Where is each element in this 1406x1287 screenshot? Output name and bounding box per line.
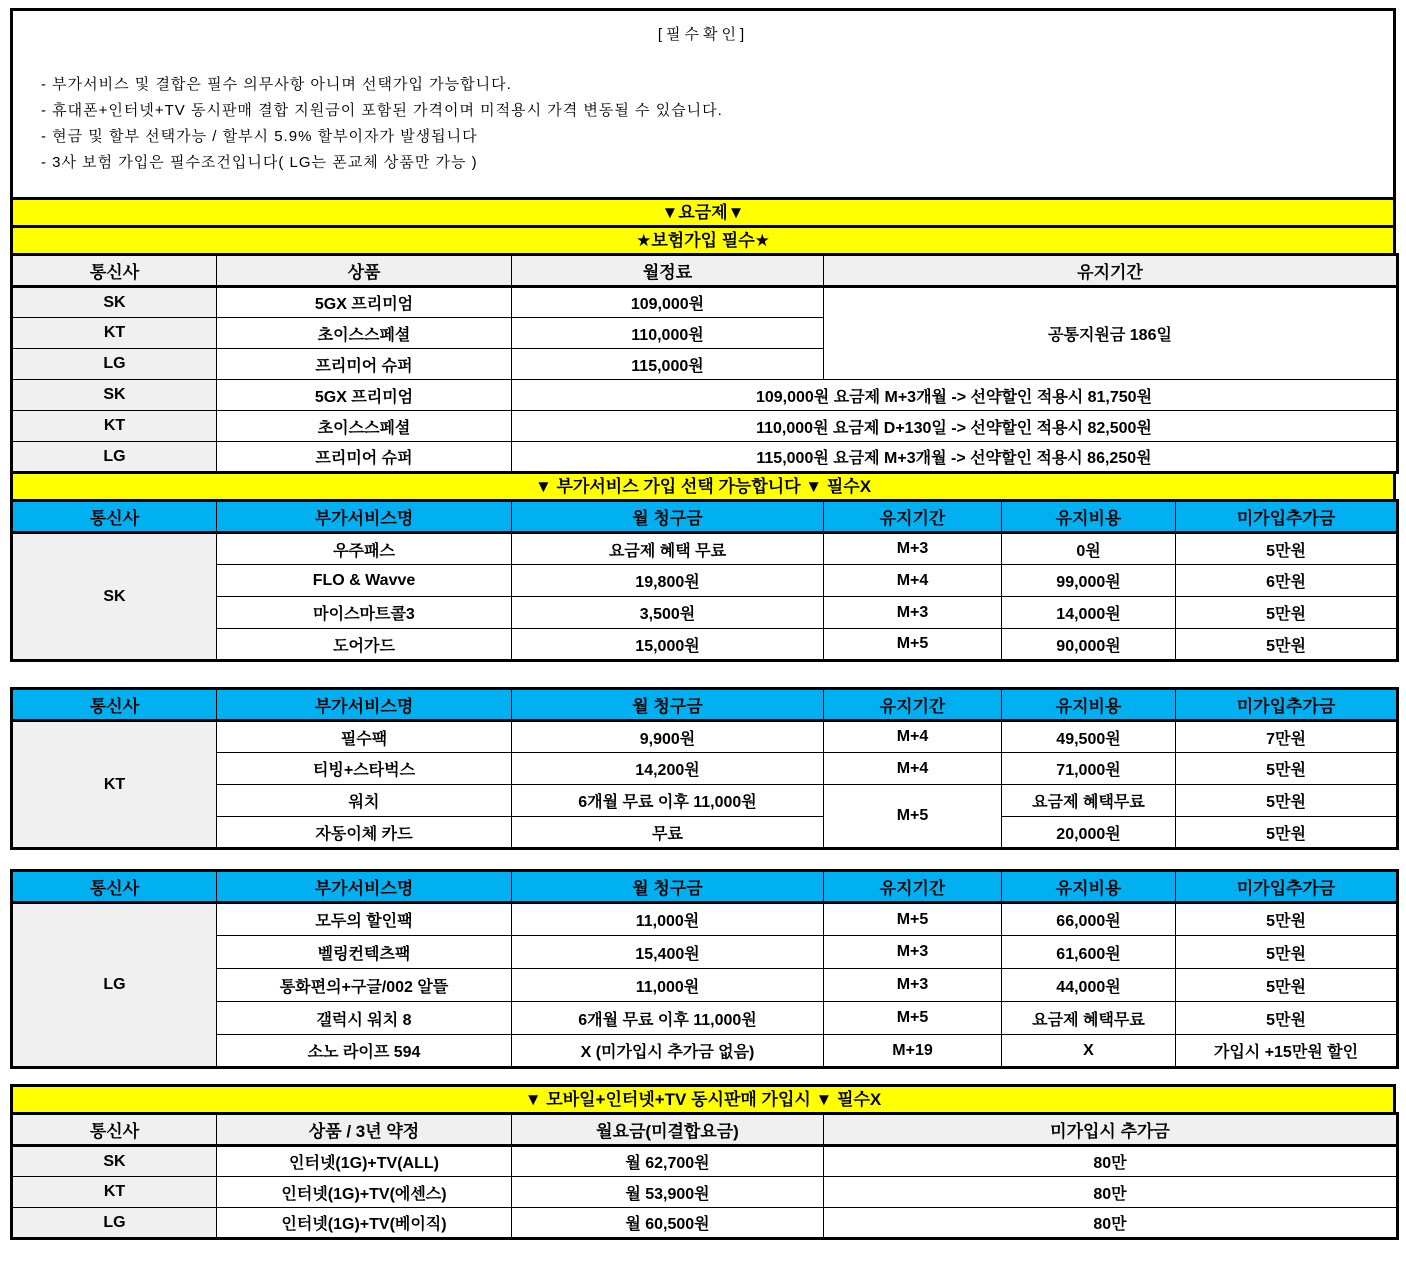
penalty-cell: 5만원 xyxy=(1176,817,1398,849)
cost-cell: 49,500원 xyxy=(1002,721,1176,753)
header-cell-maintain-cost: 유지비용 xyxy=(1002,871,1176,903)
cost-cell: X xyxy=(1002,1035,1176,1068)
addon-name-cell: 통화편의+구글/002 알뜰 xyxy=(217,969,512,1002)
penalty-cell: 5만원 xyxy=(1176,936,1398,969)
product-cell: 프리미어 슈퍼 xyxy=(217,349,512,380)
addon-name-cell: 갤럭시 워치 8 xyxy=(217,1002,512,1035)
carrier-cell: KT xyxy=(12,411,217,442)
header-cell-maintain-period: 유지기간 xyxy=(824,689,1002,721)
penalty-cell: 80만 xyxy=(824,1146,1398,1177)
notice-line-1: - 부가서비스 및 결합은 필수 의무사항 아니며 선택가입 가능합니다. xyxy=(41,76,512,93)
penalty-cell: 5만원 xyxy=(1176,785,1398,817)
penalty-cell: 5만원 xyxy=(1176,597,1398,629)
period-cell: M+3 xyxy=(824,936,1002,969)
charge-cell: 6개월 무료 이후 11,000원 xyxy=(512,1002,824,1035)
period-cell: M+3 xyxy=(824,533,1002,565)
addon-name-cell: 벨링컨텍츠팩 xyxy=(217,936,512,969)
product-cell: 5GX 프리미엄 xyxy=(217,287,512,318)
header-cell-carrier: 통신사 xyxy=(12,1114,217,1146)
addon-name-cell: 필수팩 xyxy=(217,721,512,753)
product-cell: 인터넷(1G)+TV(ALL) xyxy=(217,1146,512,1177)
notice-box xyxy=(10,8,1396,200)
fee-cell: 110,000원 xyxy=(512,318,824,349)
cost-cell: 14,000원 xyxy=(1002,597,1176,629)
addon-name-cell: 마이스마트콜3 xyxy=(217,597,512,629)
table-row xyxy=(12,1177,1398,1208)
cost-cell: 66,000원 xyxy=(1002,903,1176,936)
header-cell-monthly-charge: 월 청구금 xyxy=(512,501,824,533)
notice-title: [필수확인] xyxy=(657,26,749,43)
period-cell: M+5 xyxy=(824,1002,1002,1035)
band-insurance-required: ★보험가입 필수★ xyxy=(10,225,1396,256)
product-cell: 초이스스페셜 xyxy=(217,318,512,349)
penalty-cell: 5만원 xyxy=(1176,969,1398,1002)
period-cell: M+3 xyxy=(824,969,1002,1002)
charge-cell: 9,900원 xyxy=(512,721,824,753)
rate-plan-table xyxy=(10,253,1399,474)
header-cell-carrier: 통신사 xyxy=(12,689,217,721)
bundle-header-row xyxy=(12,1114,1398,1146)
charge-cell: 11,000원 xyxy=(512,969,824,1002)
cost-cell: 44,000원 xyxy=(1002,969,1176,1002)
header-cell-penalty: 미가입추가금 xyxy=(1176,689,1398,721)
cost-cell: 99,000원 xyxy=(1002,565,1176,597)
header-cell-product: 상품 xyxy=(217,255,512,287)
discount-note-cell: 110,000원 요금제 D+130일 -> 선약할인 적용시 82,500원 xyxy=(512,411,1398,442)
addon-name-cell: 우주패스 xyxy=(217,533,512,565)
carrier-cell: KT xyxy=(12,1177,217,1208)
addon-name-cell: 소노 라이프 594 xyxy=(217,1035,512,1068)
charge-cell: 14,200원 xyxy=(512,753,824,785)
table-row xyxy=(12,565,1398,597)
cost-cell: 20,000원 xyxy=(1002,817,1176,849)
table-row xyxy=(12,380,1398,411)
header-cell-monthly-charge: 월 청구금 xyxy=(512,689,824,721)
cost-cell: 61,600원 xyxy=(1002,936,1176,969)
discount-note-cell: 115,000원 요금제 M+3개월 -> 선약할인 적용시 86,250원 xyxy=(512,442,1398,473)
cost-cell: 71,000원 xyxy=(1002,753,1176,785)
fee-cell: 115,000원 xyxy=(512,349,824,380)
product-cell: 5GX 프리미엄 xyxy=(217,380,512,411)
table-row xyxy=(12,1146,1398,1177)
discount-note-cell: 109,000원 요금제 M+3개월 -> 선약할인 적용시 81,750원 xyxy=(512,380,1398,411)
carrier-cell: SK xyxy=(12,287,217,318)
table-row xyxy=(12,597,1398,629)
addon-name-cell: 티빙+스타벅스 xyxy=(217,753,512,785)
addon-name-cell: 모두의 할인팩 xyxy=(217,903,512,936)
spacer xyxy=(10,1069,1396,1084)
carrier-cell: SK xyxy=(12,533,217,661)
header-cell-penalty: 미가입추가금 xyxy=(1176,501,1398,533)
fee-cell: 109,000원 xyxy=(512,287,824,318)
table-row xyxy=(12,1208,1398,1239)
cost-cell: 요금제 혜택무료 xyxy=(1002,1002,1176,1035)
penalty-cell: 6만원 xyxy=(1176,565,1398,597)
header-cell-penalty: 미가입시 추가금 xyxy=(824,1114,1398,1146)
penalty-cell: 가입시 +15만원 할인 xyxy=(1176,1035,1398,1068)
penalty-cell: 5만원 xyxy=(1176,533,1398,565)
table-row xyxy=(12,411,1398,442)
product-cell: 인터넷(1G)+TV(베이직) xyxy=(217,1208,512,1239)
header-cell-penalty: 미가입추가금 xyxy=(1176,871,1398,903)
spacer xyxy=(10,662,1396,687)
charge-cell: 11,000원 xyxy=(512,903,824,936)
header-cell-product: 상품 / 3년 약정 xyxy=(217,1114,512,1146)
charge-cell: 19,800원 xyxy=(512,565,824,597)
price-sheet xyxy=(10,8,1396,1240)
band-bundle: ▼ 모바일+인터넷+TV 동시판매 가입시 ▼ 필수X xyxy=(10,1084,1396,1115)
charge-cell: 15,000원 xyxy=(512,629,824,661)
period-cell: M+5 xyxy=(824,903,1002,936)
carrier-cell: LG xyxy=(12,349,217,380)
carrier-cell: SK xyxy=(12,380,217,411)
fee-cell: 월 53,900원 xyxy=(512,1177,824,1208)
period-cell: M+4 xyxy=(824,753,1002,785)
bundle-table xyxy=(10,1112,1399,1240)
addon-header-row xyxy=(12,871,1398,903)
header-cell-monthly-fee: 월요금(미결합요금) xyxy=(512,1114,824,1146)
period-cell: M+5 xyxy=(824,629,1002,661)
fee-cell: 월 62,700원 xyxy=(512,1146,824,1177)
penalty-cell: 80만 xyxy=(824,1208,1398,1239)
sk-addon-table xyxy=(10,499,1399,662)
addon-name-cell: 워치 xyxy=(217,785,512,817)
rate-header-row xyxy=(12,255,1398,287)
notice-line-3: - 현금 및 할부 선택가능 / 할부시 5.9% 할부이자가 발생됩니다 xyxy=(41,128,478,145)
charge-cell: 6개월 무료 이후 11,000원 xyxy=(512,785,824,817)
product-cell: 초이스스페셜 xyxy=(217,411,512,442)
band-addon-optional: ▼ 부가서비스 가입 선택 가능합니다 ▼ 필수X xyxy=(10,471,1396,502)
header-cell-maintain-cost: 유지비용 xyxy=(1002,689,1176,721)
lg-addon-table xyxy=(10,869,1399,1069)
addon-header-row xyxy=(12,689,1398,721)
charge-cell: 무료 xyxy=(512,817,824,849)
table-row xyxy=(12,721,1398,753)
header-cell-maintain-period: 유지기간 xyxy=(824,871,1002,903)
cost-cell: 90,000원 xyxy=(1002,629,1176,661)
period-cell: M+4 xyxy=(824,565,1002,597)
table-row xyxy=(12,785,1398,817)
table-row xyxy=(12,1035,1398,1068)
support-note-cell: 공통지원금 186일 xyxy=(824,287,1398,380)
penalty-cell: 5만원 xyxy=(1176,903,1398,936)
band-rate-plan: ▼요금제▼ xyxy=(10,197,1396,228)
addon-name-cell: 도어가드 xyxy=(217,629,512,661)
fee-cell: 월 60,500원 xyxy=(512,1208,824,1239)
charge-cell: X (미가입시 추가금 없음) xyxy=(512,1035,824,1068)
carrier-cell: LG xyxy=(12,1208,217,1239)
carrier-cell: KT xyxy=(12,318,217,349)
notice-line-2: - 휴대폰+인터넷+TV 동시판매 결합 지원금이 포함된 가격이며 미적용시 가격 변동될 수 있습니다. xyxy=(41,102,723,119)
table-row xyxy=(12,969,1398,1002)
header-cell-addon-name: 부가서비스명 xyxy=(217,501,512,533)
spacer xyxy=(10,850,1396,869)
addon-name-cell: FLO & Wavve xyxy=(217,565,512,597)
addon-header-row xyxy=(12,501,1398,533)
carrier-cell: KT xyxy=(12,721,217,849)
penalty-cell: 7만원 xyxy=(1176,721,1398,753)
cost-cell: 요금제 혜택무료 xyxy=(1002,785,1176,817)
period-cell: M+19 xyxy=(824,1035,1002,1068)
table-row xyxy=(12,629,1398,661)
table-row xyxy=(12,1002,1398,1035)
table-row xyxy=(12,533,1398,565)
header-cell-addon-name: 부가서비스명 xyxy=(217,689,512,721)
header-cell-carrier: 통신사 xyxy=(12,871,217,903)
carrier-cell: LG xyxy=(12,442,217,473)
period-cell: M+3 xyxy=(824,597,1002,629)
header-cell-monthly-charge: 월 청구금 xyxy=(512,871,824,903)
penalty-cell: 5만원 xyxy=(1176,753,1398,785)
table-row xyxy=(12,287,1398,318)
header-cell-maintain-period: 유지기간 xyxy=(824,501,1002,533)
header-cell-maintain-period: 유지기간 xyxy=(824,255,1398,287)
notice-lines xyxy=(13,72,1393,176)
header-cell-monthly-fee: 월정료 xyxy=(512,255,824,287)
table-row xyxy=(12,817,1398,849)
header-cell-carrier: 통신사 xyxy=(12,255,217,287)
kt-addon-table xyxy=(10,687,1399,850)
period-cell: M+4 xyxy=(824,721,1002,753)
header-cell-carrier: 통신사 xyxy=(12,501,217,533)
table-row xyxy=(12,903,1398,936)
penalty-cell: 5만원 xyxy=(1176,629,1398,661)
charge-cell: 요금제 혜택 무료 xyxy=(512,533,824,565)
table-row xyxy=(12,753,1398,785)
header-cell-addon-name: 부가서비스명 xyxy=(217,871,512,903)
penalty-cell: 80만 xyxy=(824,1177,1398,1208)
addon-name-cell: 자동이체 카드 xyxy=(217,817,512,849)
carrier-cell: SK xyxy=(12,1146,217,1177)
charge-cell: 3,500원 xyxy=(512,597,824,629)
product-cell: 인터넷(1G)+TV(에센스) xyxy=(217,1177,512,1208)
penalty-cell: 5만원 xyxy=(1176,1002,1398,1035)
notice-line-4: - 3사 보험 가입은 필수조건입니다( LG는 폰교체 상품만 가능 ) xyxy=(41,154,478,171)
table-row xyxy=(12,936,1398,969)
carrier-cell: LG xyxy=(12,903,217,1068)
product-cell: 프리미어 슈퍼 xyxy=(217,442,512,473)
cost-cell: 0원 xyxy=(1002,533,1176,565)
table-row xyxy=(12,442,1398,473)
charge-cell: 15,400원 xyxy=(512,936,824,969)
period-cell: M+5 xyxy=(824,785,1002,849)
header-cell-maintain-cost: 유지비용 xyxy=(1002,501,1176,533)
